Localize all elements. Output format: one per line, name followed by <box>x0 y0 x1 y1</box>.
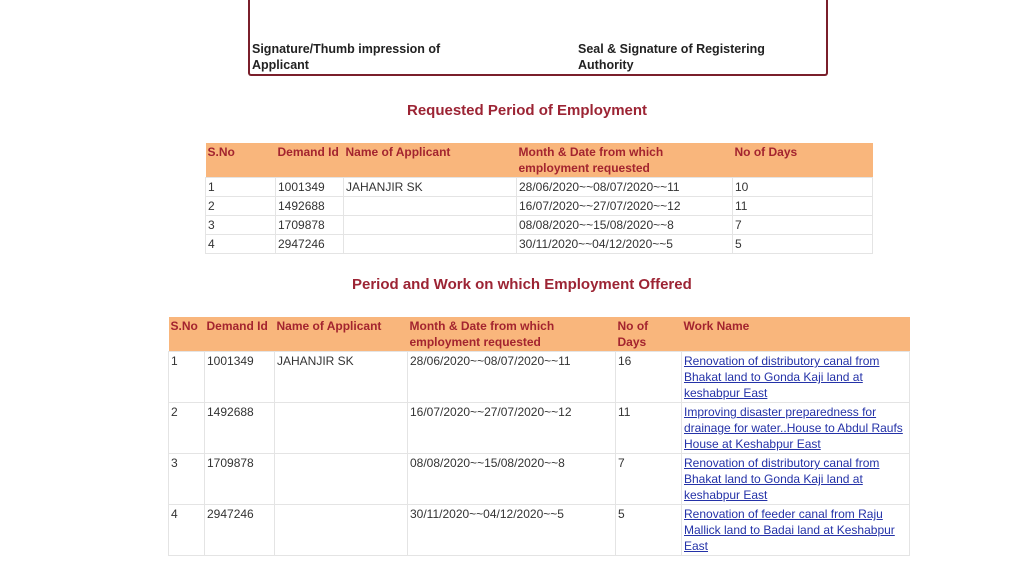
cell-month-date: 08/08/2020~~15/08/2020~~8 <box>517 216 733 235</box>
table-row <box>206 178 873 197</box>
cell-month-date: 30/11/2020~~04/12/2020~~5 <box>408 505 616 556</box>
cell-demand-id: 1001349 <box>205 352 275 403</box>
cell-sno: 3 <box>206 216 276 235</box>
cell-applicant-name <box>275 403 408 454</box>
cell-no-of-days: 5 <box>733 235 873 254</box>
header-no-of-days: No of Days <box>733 143 873 178</box>
cell-demand-id: 1492688 <box>205 403 275 454</box>
cell-work-name <box>682 403 910 454</box>
work-name-link[interactable]: Renovation of feeder canal from Raju Mallick land to Badai land at Keshabpur East <box>684 507 895 553</box>
cell-applicant-name <box>344 216 517 235</box>
cell-work-name <box>682 454 910 505</box>
table-row <box>169 352 910 403</box>
offered-period-title: Period and Work on which Employment Offered <box>352 276 692 293</box>
cell-month-date: 30/11/2020~~04/12/2020~~5 <box>517 235 733 254</box>
cell-no-of-days: 10 <box>733 178 873 197</box>
cell-sno: 4 <box>206 235 276 254</box>
header-applicant-name: Name of Applicant <box>275 317 408 352</box>
cell-sno: 2 <box>206 197 276 216</box>
cell-no-of-days: 11 <box>616 403 682 454</box>
cell-month-date: 16/07/2020~~27/07/2020~~12 <box>408 403 616 454</box>
cell-applicant-name <box>344 197 517 216</box>
table-row <box>206 216 873 235</box>
cell-no-of-days: 11 <box>733 197 873 216</box>
header-month-date: Month & Date from which employment requested <box>408 317 616 352</box>
cell-no-of-days: 16 <box>616 352 682 403</box>
table-row <box>206 235 873 254</box>
cell-sno: 1 <box>206 178 276 197</box>
table-row <box>169 505 910 556</box>
applicant-signature-label: Signature/Thumb impression of Applicant <box>252 42 441 72</box>
requested-period-title: Requested Period of Employment <box>407 102 648 119</box>
cell-no-of-days: 5 <box>616 505 682 556</box>
cell-applicant-name: JAHANJIR SK <box>275 352 408 403</box>
cell-sno: 3 <box>169 454 205 505</box>
header-sno: S.No <box>206 143 276 178</box>
cell-month-date: 28/06/2020~~08/07/2020~~11 <box>517 178 733 197</box>
cell-applicant-name <box>275 505 408 556</box>
cell-demand-id: 1709878 <box>276 216 344 235</box>
cell-month-date: 16/07/2020~~27/07/2020~~12 <box>517 197 733 216</box>
cell-month-date: 28/06/2020~~08/07/2020~~11 <box>408 352 616 403</box>
header-demand-id: Demand Id <box>205 317 275 352</box>
requested-period-table <box>205 143 873 254</box>
work-name-link[interactable]: Renovation of distributory canal from Bhakat land to Gonda Kaji land at keshabpur East <box>684 456 880 502</box>
table-row <box>169 403 910 454</box>
signature-box <box>248 0 828 76</box>
authority-signature-label: Seal & Signature of Registering Authority <box>578 42 765 72</box>
header-sno: S.No <box>169 317 205 352</box>
cell-no-of-days: 7 <box>733 216 873 235</box>
table-row <box>169 454 910 505</box>
cell-no-of-days: 7 <box>616 454 682 505</box>
cell-work-name <box>682 505 910 556</box>
cell-demand-id: 1492688 <box>276 197 344 216</box>
cell-sno: 4 <box>169 505 205 556</box>
work-name-link[interactable]: Renovation of distributory canal from Bhakat land to Gonda Kaji land at keshabpur East <box>684 354 880 400</box>
cell-demand-id: 1709878 <box>205 454 275 505</box>
cell-applicant-name <box>275 454 408 505</box>
cell-month-date: 08/08/2020~~15/08/2020~~8 <box>408 454 616 505</box>
table-header-row <box>169 317 910 352</box>
header-no-of-days: No of Days <box>616 317 682 352</box>
cell-work-name <box>682 352 910 403</box>
cell-demand-id: 1001349 <box>276 178 344 197</box>
header-work-name: Work Name <box>682 317 910 352</box>
table-header-row <box>206 143 873 178</box>
header-month-date: Month & Date from which employment requested <box>517 143 733 178</box>
header-applicant-name: Name of Applicant <box>344 143 517 178</box>
table-row <box>206 197 873 216</box>
cell-sno: 1 <box>169 352 205 403</box>
cell-demand-id: 2947246 <box>276 235 344 254</box>
header-demand-id: Demand Id <box>276 143 344 178</box>
cell-applicant-name: JAHANJIR SK <box>344 178 517 197</box>
cell-demand-id: 2947246 <box>205 505 275 556</box>
offered-period-table <box>168 317 910 556</box>
cell-sno: 2 <box>169 403 205 454</box>
cell-applicant-name <box>344 235 517 254</box>
work-name-link[interactable]: Improving disaster preparedness for drainage for water..House to Abdul Raufs House at Keshabpur East <box>684 405 903 451</box>
